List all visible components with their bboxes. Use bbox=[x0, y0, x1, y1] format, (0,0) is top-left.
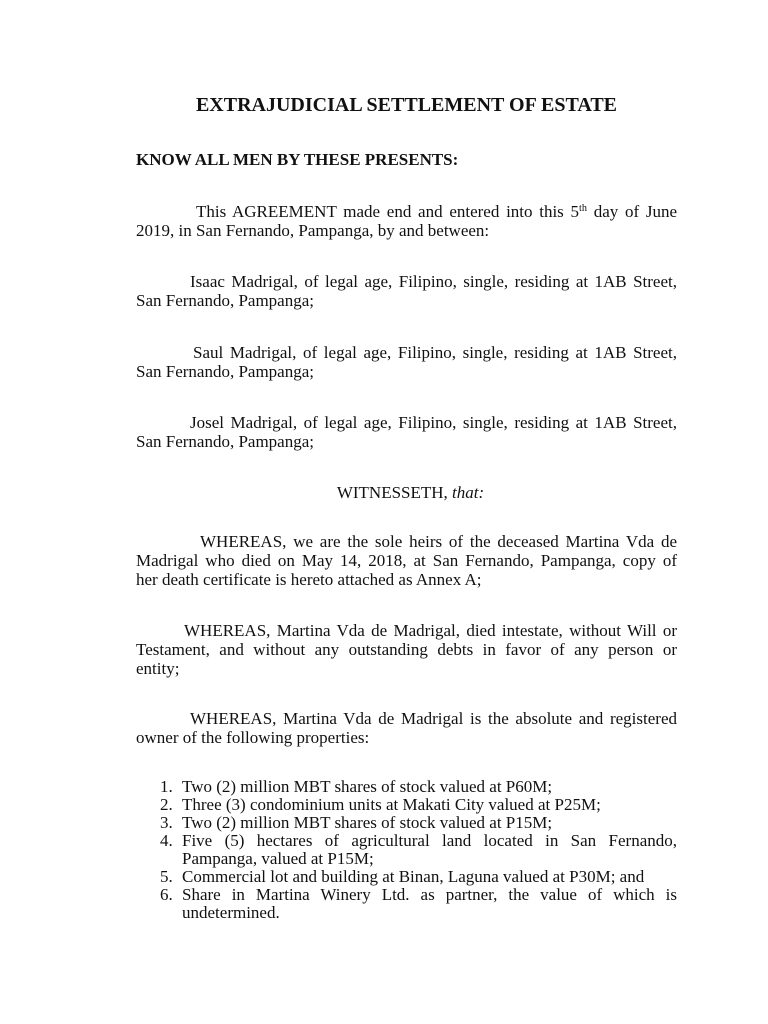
property-line: undetermined. bbox=[182, 903, 280, 922]
property-number: 4. bbox=[160, 831, 173, 850]
party-line: Saul Madrigal, of legal age, Filipino, single, residing at 1AB Street, bbox=[193, 343, 677, 362]
property-line: Three (3) condominium units at Makati City valued at P25M; bbox=[182, 795, 601, 814]
party-line: Isaac Madrigal, of legal age, Filipino, single, residing at 1AB Street, bbox=[190, 272, 677, 291]
party-line: San Fernando, Pampanga; bbox=[136, 362, 314, 381]
property-line: Share in Martina Winery Ltd. as partner, the value of which is bbox=[182, 885, 677, 904]
party-line: Josel Madrigal, of legal age, Filipino, single, residing at 1AB Street, bbox=[190, 413, 677, 432]
whereas-line: Testament, and without any outstanding debts in favor of any person or bbox=[136, 640, 677, 659]
party-line: San Fernando, Pampanga; bbox=[136, 432, 314, 451]
whereas-clause-heirs bbox=[136, 532, 677, 589]
property-item bbox=[160, 886, 677, 922]
property-number: 6. bbox=[160, 885, 173, 904]
whereas-line: her death certificate is hereto attached as Annex A; bbox=[136, 570, 482, 589]
ordinal-suffix: th bbox=[579, 202, 587, 214]
property-text bbox=[182, 778, 677, 796]
whereas-line: entity; bbox=[136, 659, 180, 678]
whereas-line: owner of the following properties: bbox=[136, 728, 370, 747]
party-paragraph-josel bbox=[136, 413, 677, 451]
agreement-text-start: This AGREEMENT made end and entered into this 5 bbox=[196, 202, 580, 221]
whereas-clause-owner bbox=[136, 709, 677, 747]
property-line: Pampanga, valued at P15M; bbox=[182, 849, 374, 868]
agreement-text-end: day of June bbox=[586, 202, 678, 221]
witnesseth-line bbox=[136, 483, 677, 502]
property-item bbox=[160, 778, 677, 796]
whereas-line: WHEREAS, Martina Vda de Madrigal, died intestate, without Will or bbox=[184, 621, 677, 640]
property-number: 1. bbox=[160, 777, 173, 796]
property-line: Five (5) hectares of agricultural land located in San Fernando, bbox=[182, 831, 677, 850]
property-text bbox=[182, 832, 677, 868]
property-text bbox=[182, 868, 677, 886]
party-paragraph-saul bbox=[136, 343, 677, 381]
whereas-line: Madrigal who died on May 14, 2018, at San Fernando, Pampanga, copy of bbox=[136, 551, 677, 570]
document-title: EXTRAJUDICIAL SETTLEMENT OF ESTATE bbox=[195, 94, 618, 116]
agreement-paragraph bbox=[136, 202, 677, 240]
property-text bbox=[182, 796, 677, 814]
witnesseth-heading bbox=[136, 483, 677, 502]
property-item bbox=[160, 796, 677, 814]
property-number: 5. bbox=[160, 867, 173, 886]
property-number: 3. bbox=[160, 813, 173, 832]
witnesseth-label: WITNESSETH, bbox=[336, 483, 448, 502]
agreement-line bbox=[136, 202, 677, 221]
whereas-line: WHEREAS, we are the sole heirs of the deceased Martina Vda de bbox=[200, 532, 677, 551]
property-text bbox=[182, 886, 677, 922]
property-item bbox=[160, 868, 677, 886]
property-item bbox=[160, 814, 677, 832]
property-line: Two (2) million MBT shares of stock valued at P15M; bbox=[182, 813, 553, 832]
party-line: San Fernando, Pampanga; bbox=[136, 291, 314, 310]
opening-text: KNOW ALL MEN BY THESE PRESENTS: bbox=[136, 150, 459, 169]
property-number: 2. bbox=[160, 795, 173, 814]
whereas-line: WHEREAS, Martina Vda de Madrigal is the absolute and registered bbox=[190, 709, 677, 728]
opening-clause bbox=[136, 150, 677, 169]
property-line: Commercial lot and building at Binan, Laguna valued at P30M; and bbox=[182, 867, 645, 886]
property-item bbox=[160, 832, 677, 868]
whereas-clause-intestate bbox=[136, 621, 677, 678]
property-line: Two (2) million MBT shares of stock valued at P60M; bbox=[182, 777, 553, 796]
witnesseth-emphasis: that: bbox=[452, 483, 485, 502]
agreement-line: 2019, in San Fernando, Pampanga, by and between: bbox=[136, 221, 490, 240]
property-text bbox=[182, 814, 677, 832]
property-list bbox=[160, 778, 677, 922]
party-paragraph-isaac bbox=[136, 272, 677, 310]
